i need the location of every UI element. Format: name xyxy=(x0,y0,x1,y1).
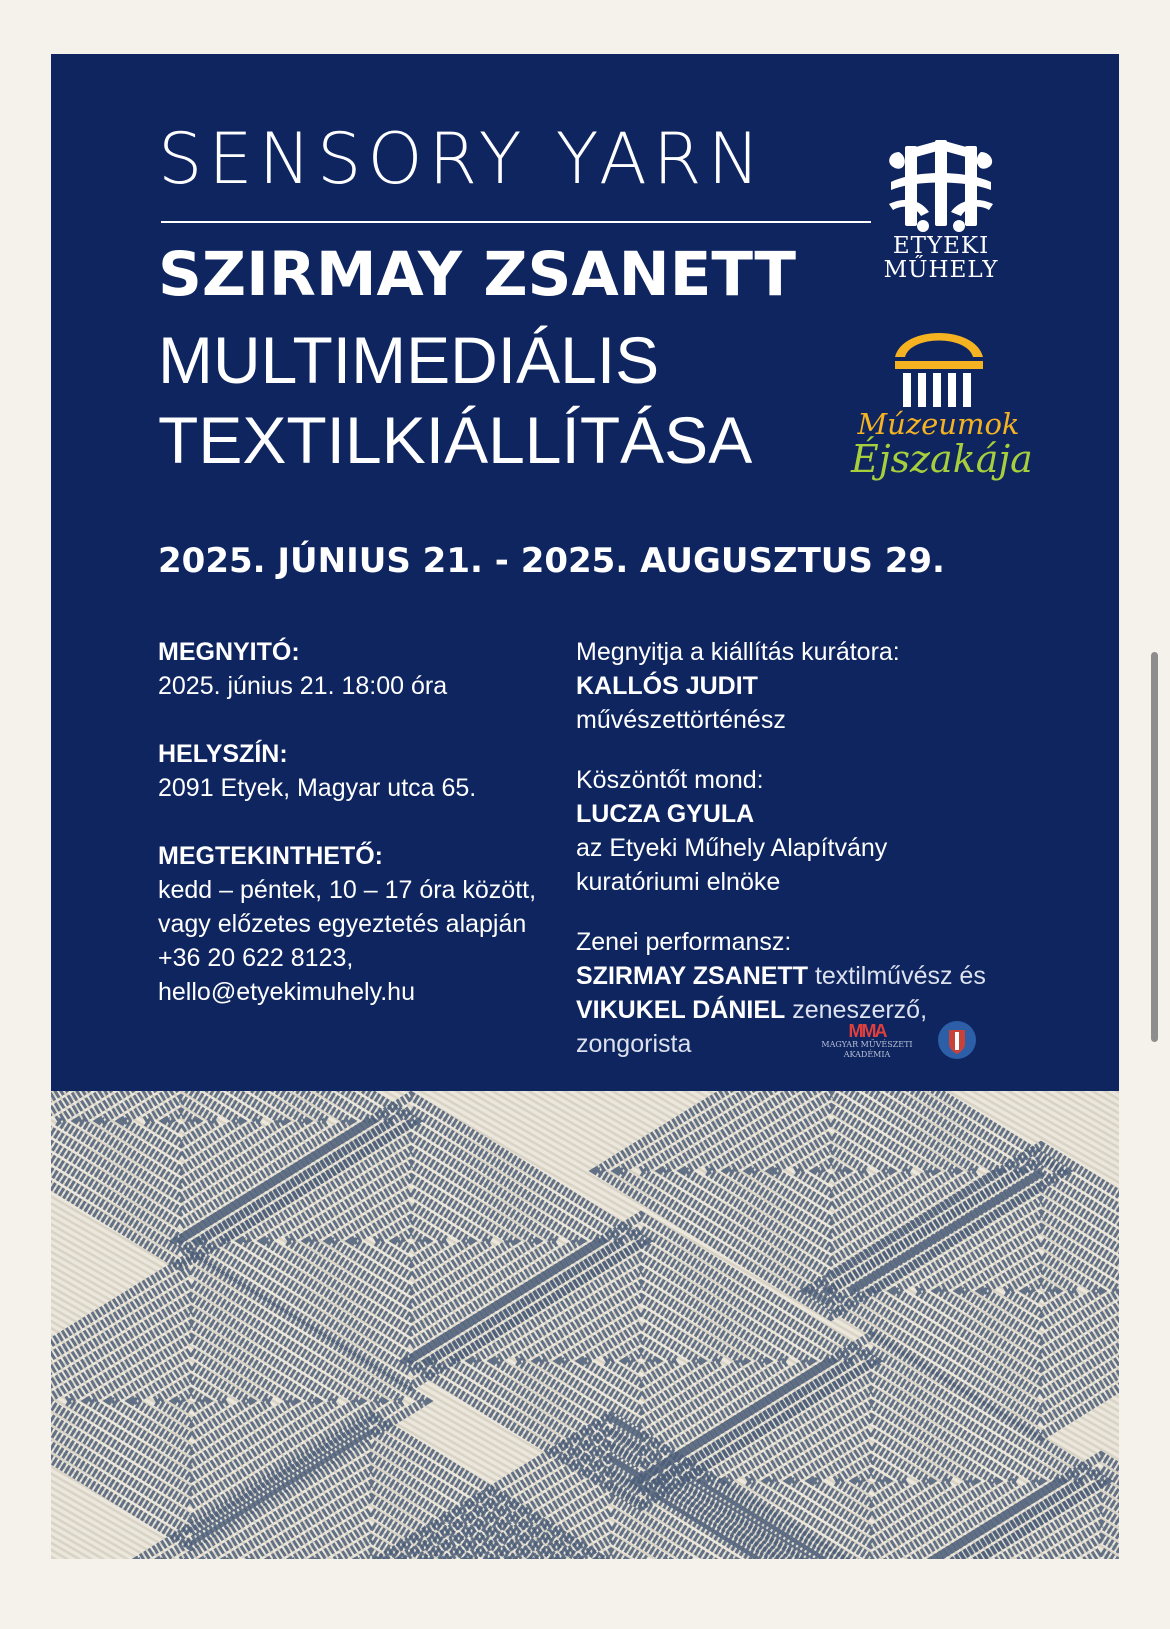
visiting-hours: kedd – péntek, 10 – 17 óra között, xyxy=(158,876,537,904)
fabric-diamond-pattern xyxy=(51,1091,1119,1559)
greeting-speaker-role-1: az Etyeki Műhely Alapítvány xyxy=(576,834,888,862)
artist-name: SZIRMAY ZSANETT xyxy=(158,239,797,310)
info-left-column xyxy=(158,635,548,1043)
performer-2-name: VIKUKEL DÁNIEL xyxy=(576,996,786,1024)
muzeumok-word: Múzeumok xyxy=(857,407,1020,441)
mma-partner-logo xyxy=(819,1022,915,1060)
etyeki-muhely-wordmark xyxy=(879,234,1003,282)
greeting-block xyxy=(576,763,1036,899)
opening-heading: MEGNYITÓ: xyxy=(158,638,300,666)
exhibition-subtitle xyxy=(158,320,752,480)
coat-of-arms-icon xyxy=(937,1018,977,1062)
subtitle-line-2: TEXTILKIÁLLÍTÁSA xyxy=(158,403,753,477)
curator-block xyxy=(576,635,1036,737)
opening-datetime: 2025. június 21. 18:00 óra xyxy=(158,672,448,700)
museum-columns-icon xyxy=(889,317,989,409)
exhibition-poster xyxy=(51,54,1119,1091)
visiting-appointment: vagy előzetes egyeztetés alapján xyxy=(158,910,527,938)
greeting-speaker-role-2: kuratóriumi elnöke xyxy=(576,868,781,896)
venue-block xyxy=(158,737,548,805)
exhibition-title: SENSORY YARN xyxy=(158,118,766,200)
mma-text-line-2: AKADÉMIA xyxy=(843,1050,891,1059)
mma-text-line-1: MAGYAR MŰVÉSZETI xyxy=(821,1040,913,1049)
curator-intro: Megnyitja a kiállítás kurátora: xyxy=(576,638,900,666)
etyeki-wordmark-line-2: MŰHELY xyxy=(883,257,999,283)
exhibition-dates: 2025. JÚNIUS 21. - 2025. AUGUSZTUS 29. xyxy=(158,541,945,581)
performer-1-name: SZIRMAY ZSANETT xyxy=(576,962,808,990)
contact-phone: +36 20 622 8123, xyxy=(158,944,354,972)
subtitle-line-1: MULTIMEDIÁLIS xyxy=(158,323,660,397)
scrollbar-thumb[interactable] xyxy=(1151,652,1158,1042)
woven-fabric-photo xyxy=(51,1091,1119,1559)
venue-address: 2091 Etyek, Magyar utca 65. xyxy=(158,774,477,802)
visiting-block xyxy=(158,839,548,1009)
greeting-speaker-name: LUCZA GYULA xyxy=(576,800,755,828)
performance-intro: Zenei performansz: xyxy=(576,928,792,956)
visiting-heading: MEGTEKINTHETŐ: xyxy=(158,842,383,870)
greeting-intro: Köszöntőt mond: xyxy=(576,766,764,794)
etyeki-wordmark-line-1: ETYEKI xyxy=(892,233,990,259)
curator-role: művészettörténész xyxy=(576,706,786,734)
performer-2-role-cont: zongorista xyxy=(576,1030,692,1058)
etyeki-monogram-icon xyxy=(885,134,997,234)
etyeki-muhely-logo xyxy=(879,134,1003,282)
performer-1-line xyxy=(576,959,1036,993)
venue-heading: HELYSZÍN: xyxy=(158,740,288,768)
opening-block xyxy=(158,635,548,703)
partner-emblem-logo xyxy=(937,1018,977,1067)
performer-2-role: zeneszerző, xyxy=(792,996,928,1024)
contact-email: hello@etyekimuhely.hu xyxy=(158,978,415,1006)
mma-mark: MMA xyxy=(848,1021,886,1041)
curator-name: KALLÓS JUDIT xyxy=(576,672,758,700)
muzeumok-ejszakaja-logo xyxy=(851,317,1033,481)
performer-1-role: textilművész és xyxy=(814,962,986,990)
ejszakaja-word: Éjszakája xyxy=(851,437,1033,481)
title-divider xyxy=(161,221,871,223)
